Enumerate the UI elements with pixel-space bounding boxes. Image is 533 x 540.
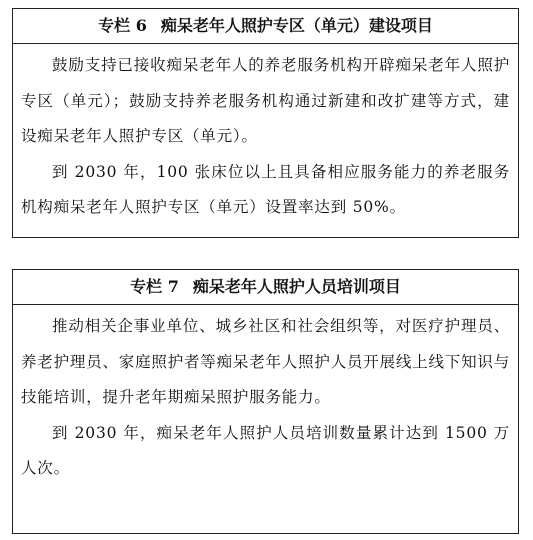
column-box-6 xyxy=(12,8,519,238)
column-box-7-header xyxy=(13,270,518,305)
column-box-7-paragraph-1: 推动相关企事业单位、城乡社区和社会组织等，对医疗护理员、养老护理员、家庭照护者等痴呆老年人照护人员开展线上线下知识与技能培训，提升老年期痴呆照护服务能力。 xyxy=(21,317,511,406)
column-box-7-title: 痴呆老年人照护人员培训项目 xyxy=(192,277,401,296)
column-box-6-paragraph-1: 鼓励支持已接收痴呆老年人的养老服务机构开辟痴呆老年人照护专区（单元）；鼓励支持养老服务机构通过新建和改扩建等方式，建设痴呆老年人照护专区（单元）。 xyxy=(21,56,510,145)
column-box-6-title: 痴呆老年人照护专区（单元）建设项目 xyxy=(160,16,433,35)
column-box-6-header xyxy=(13,9,518,44)
column-box-7-label: 专栏 7 xyxy=(130,277,179,296)
column-box-6-body xyxy=(13,44,518,232)
column-box-7 xyxy=(12,269,519,534)
column-box-6-label: 专栏 6 xyxy=(98,16,147,35)
column-box-7-paragraph-2: 到 2030 年，痴呆老年人照护人员培训数量累计达到 1500 万人次。 xyxy=(21,423,510,477)
column-box-6-paragraph-2: 到 2030 年，100 张床位以上且具备相应服务能力的养老服务机构痴呆老年人照护专区（单元）设置率达到 50%。 xyxy=(21,162,510,216)
column-box-7-body xyxy=(13,305,518,493)
